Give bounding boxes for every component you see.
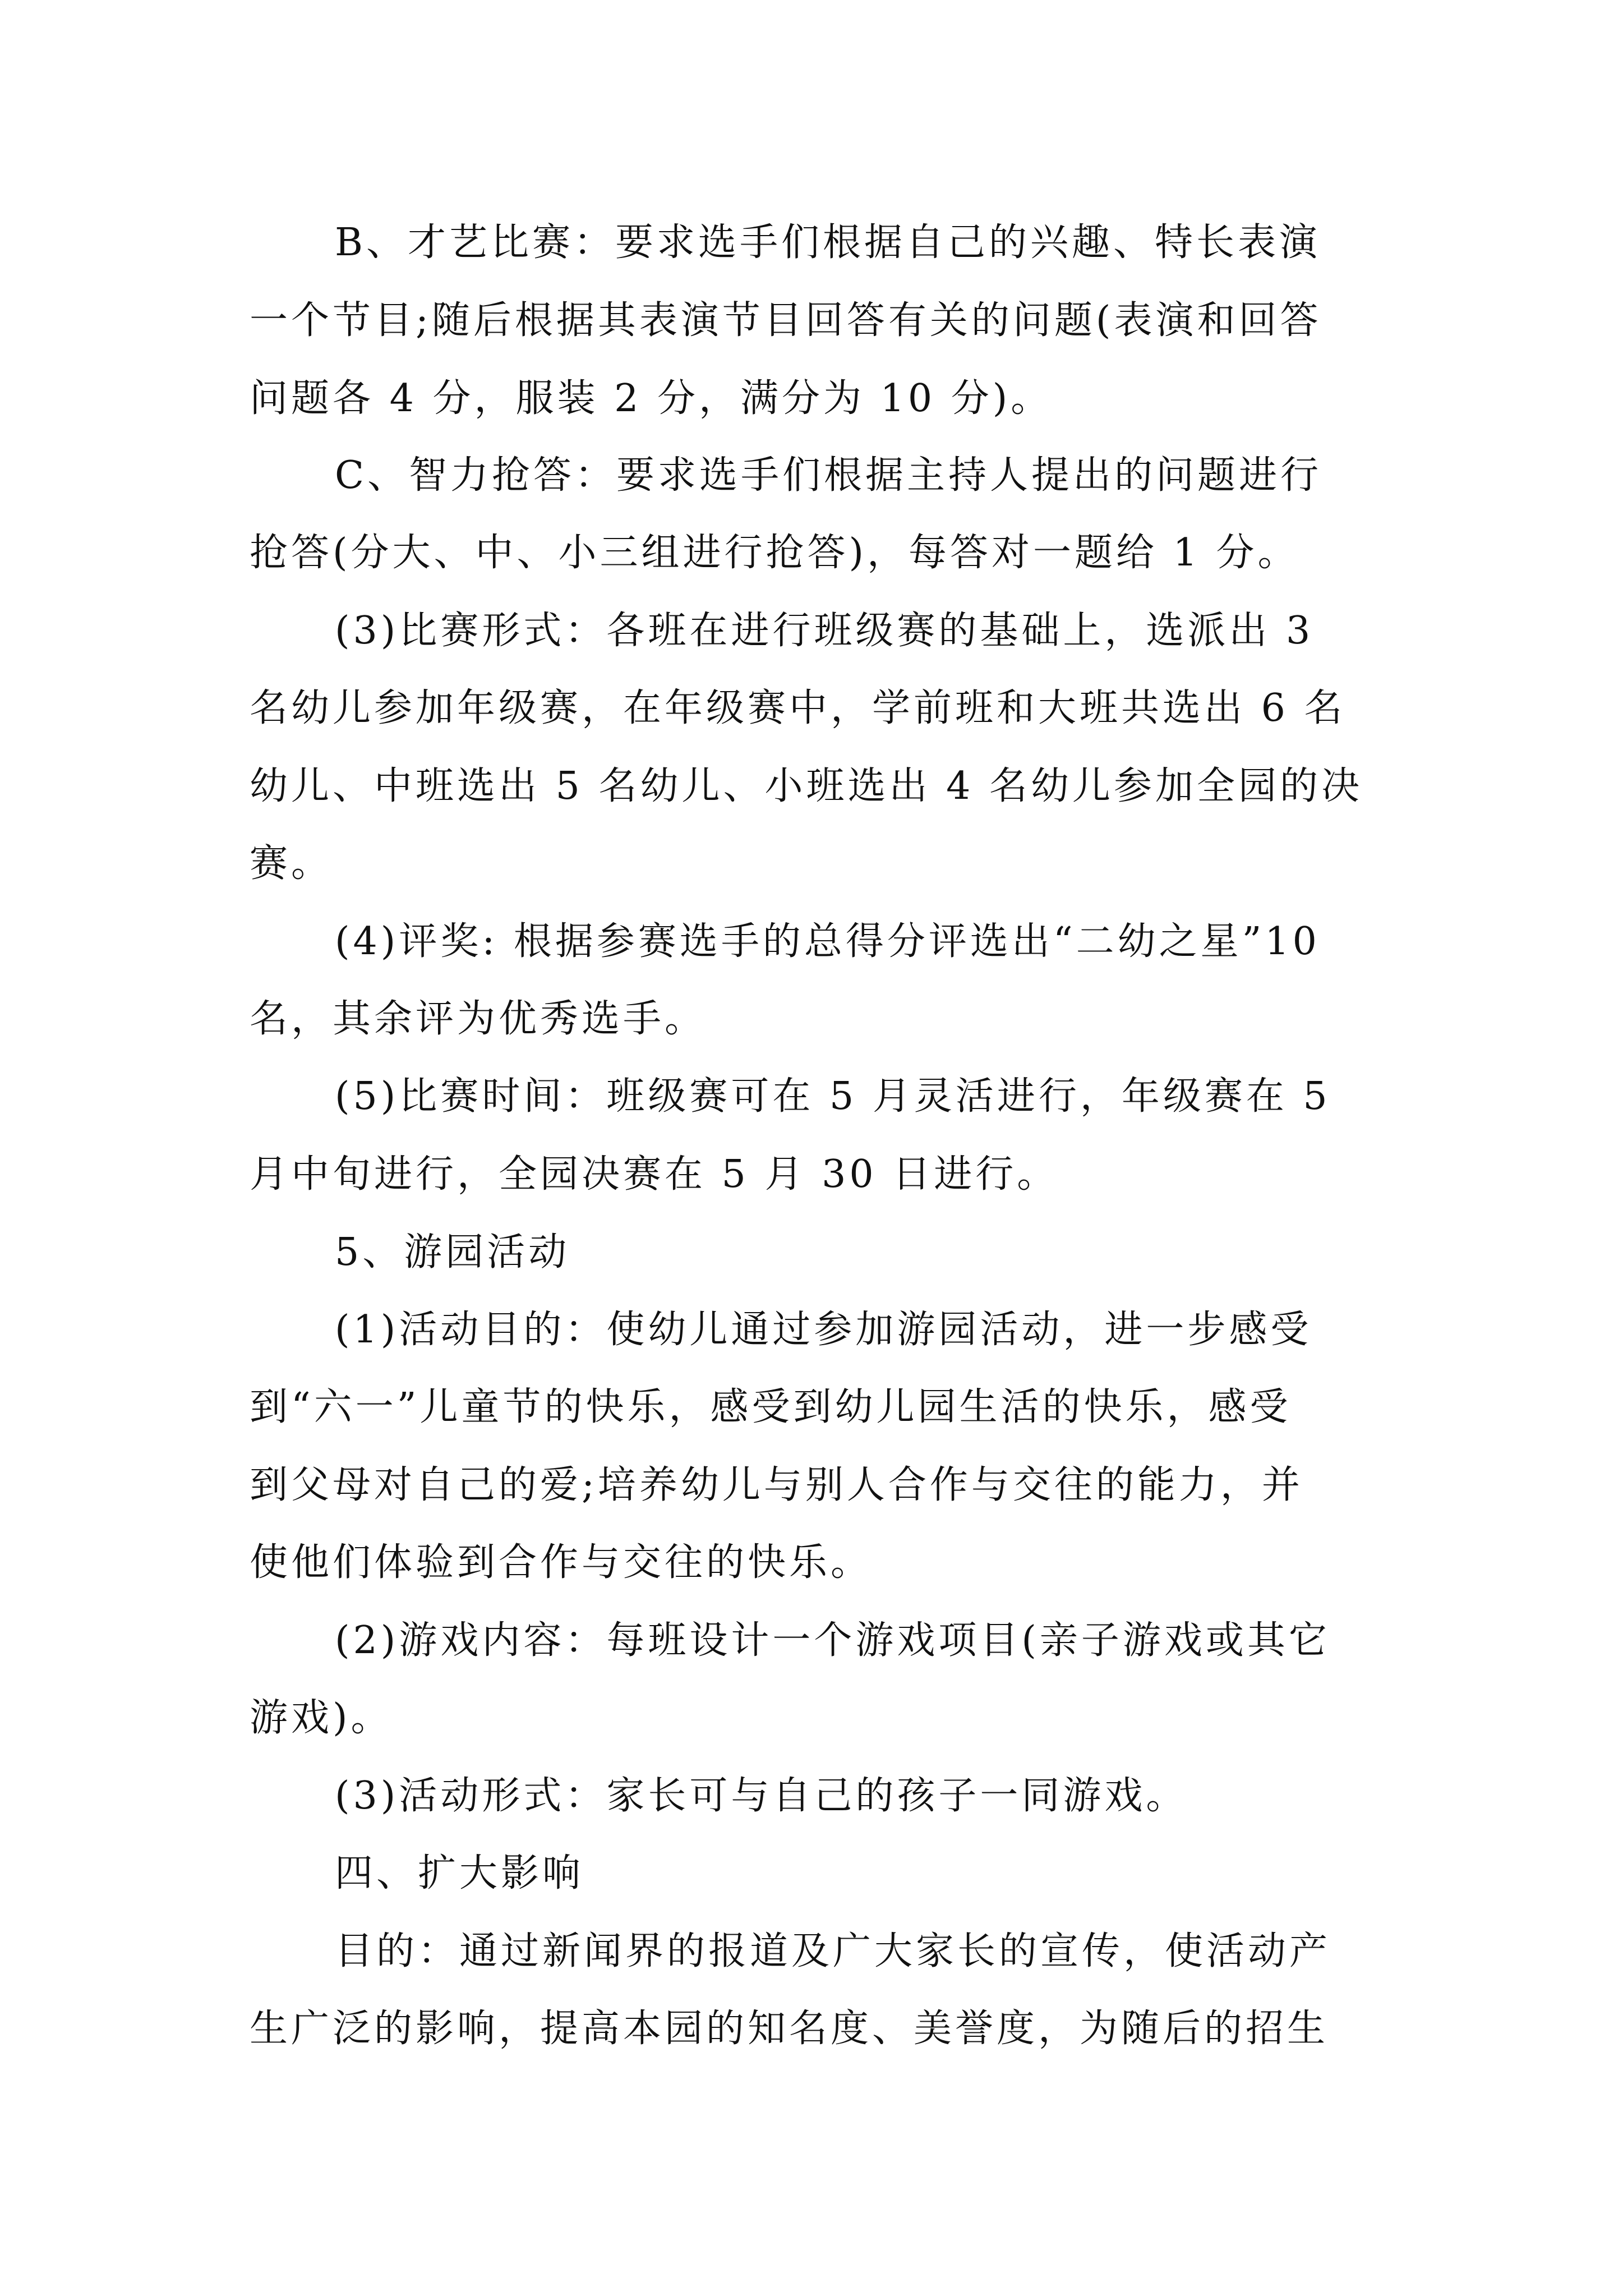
text-line: 到父母对自己的爱;培养幼儿与别人合作与交往的能力，并: [250, 1463, 1303, 1507]
text-line: 抢答(分大、中、小三组进行抢答)，每答对一题给 1 分。: [250, 531, 1299, 575]
text-line: C、智力抢答：要求选手们根据主持人提出的问题进行: [335, 453, 1322, 498]
text-line: 目的：通过新闻界的报道及广大家长的宣传，使活动产: [335, 1929, 1331, 1973]
text-line: B、才艺比赛：要求选手们根据自己的兴趣、特长表演: [335, 220, 1321, 265]
text-line: 名，其余评为优秀选手。: [250, 997, 707, 1041]
text-line: 到“六一”儿童节的快乐，感受到幼儿园生活的快乐，感受: [250, 1385, 1292, 1429]
text-line: (3)比赛形式：各班在进行班级赛的基础上，选派出 3: [335, 609, 1314, 653]
text-line: 生广泛的影响，提高本园的知名度、美誉度，为随后的招生: [250, 2007, 1329, 2051]
text-line: 幼儿、中班选出 5 名幼儿、小班选出 4 名幼儿参加全园的决: [250, 764, 1363, 808]
text-line: 一个节目;随后根据其表演节目回答有关的问题(表演和回答: [250, 298, 1322, 343]
text-line: (4)评奖: 根据参赛选手的总得分评选出“二幼之星”10: [335, 919, 1320, 964]
text-line: 游戏)。: [250, 1696, 393, 1740]
text-line: (5)比赛时间：班级赛可在 5 月灵活进行，年级赛在 5: [335, 1074, 1331, 1119]
text-line: 四、扩大影响: [335, 1851, 584, 1895]
text-line: 赛。: [250, 841, 333, 886]
text-line: 月中旬进行，全园决赛在 5 月 30 日进行。: [250, 1152, 1059, 1197]
text-line: (1)活动目的：使幼儿通过参加游园活动，进一步感受: [335, 1308, 1312, 1352]
text-line: 问题各 4 分，服装 2 分，满分为 10 分)。: [250, 376, 1053, 421]
text-line: (2)游戏内容：每班设计一个游戏项目(亲子游戏或其它: [335, 1618, 1330, 1663]
text-line: 使他们体验到合作与交往的快乐。: [250, 1540, 873, 1585]
text-line: 名幼儿参加年级赛，在年级赛中，学前班和大班共选出 6 名: [250, 686, 1346, 730]
text-line: 5、游园活动: [335, 1230, 570, 1274]
text-line: (3)活动形式：家长可与自己的孩子一同游戏。: [335, 1774, 1188, 1818]
